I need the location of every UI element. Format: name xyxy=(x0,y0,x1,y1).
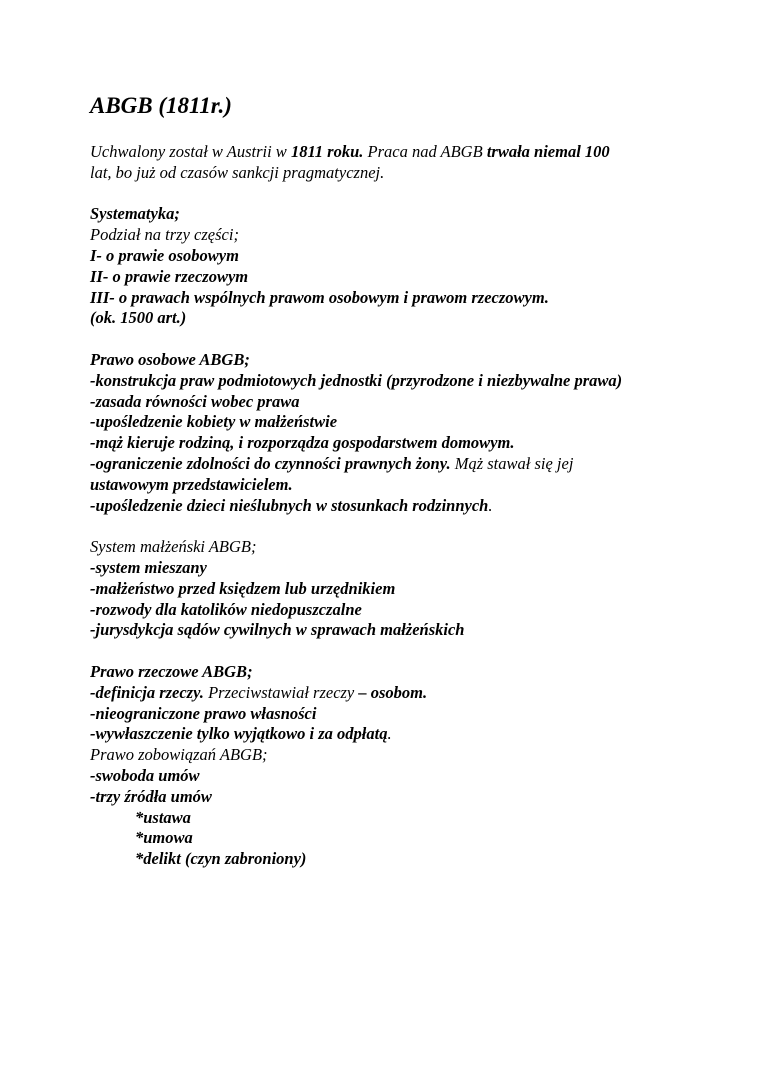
list-item-text: . xyxy=(488,495,493,515)
intro-line-1 xyxy=(90,142,730,163)
section-heading-system-malzenski: System małżeński ABGB; xyxy=(90,537,257,557)
list-item-text: – osobom. xyxy=(358,682,428,702)
list-item-text: -wywłaszczenie tylko wyjątkowo i za odpłatą xyxy=(90,724,388,744)
list-item: *umowa xyxy=(135,828,193,848)
intro-duration: trwała niemal 100 xyxy=(486,142,610,161)
list-item: -mąż kieruje rodziną, i rozporządza gospodarstwem domowym. xyxy=(90,433,515,453)
list-item: I- o prawie osobowym xyxy=(90,245,239,265)
intro-text: Praca nad ABGB xyxy=(363,142,487,161)
list-item-text: -upośledzenie dzieci nieślubnych w stosunkach rodzinnych xyxy=(90,495,489,515)
list-item: ustawowym przedstawicielem. xyxy=(90,474,293,494)
list-item: *delikt (czyn zabroniony) xyxy=(135,849,307,869)
list-item: III- o prawach wspólnych prawom osobowym i prawom rzeczowym. xyxy=(90,287,549,307)
list-item-text: Przeciwstawiał rzeczy xyxy=(203,682,359,702)
list-item: *ustawa xyxy=(135,807,191,827)
list-item-text: Mąż stawał się jej xyxy=(450,453,574,473)
systematyka-subheading: Podział na trzy części; xyxy=(90,225,239,245)
list-item xyxy=(90,496,730,517)
list-item: -system mieszany xyxy=(90,557,207,577)
list-item-text: -definicja rzeczy. xyxy=(90,682,204,702)
list-item: -zasada równości wobec prawa xyxy=(90,391,300,411)
document-title: ABGB (1811r.) xyxy=(90,93,232,118)
intro-line-2: lat, bo już od czasów sankcji pragmatycznej. xyxy=(90,162,385,182)
document-page xyxy=(90,92,730,870)
list-item xyxy=(90,724,730,745)
list-item: -rozwody dla katolików niedopuszczalne xyxy=(90,599,362,619)
section-heading-prawo-osobowe: Prawo osobowe ABGB; xyxy=(90,349,250,369)
list-item: -nieograniczone prawo własności xyxy=(90,703,317,723)
intro-year: 1811 roku. xyxy=(290,142,364,161)
section-heading-systematyka: Systematyka; xyxy=(90,204,180,224)
list-item: -upośledzenie kobiety w małżeństwie xyxy=(90,412,338,432)
list-item xyxy=(90,454,730,475)
spacer xyxy=(90,641,730,662)
spacer xyxy=(90,329,730,350)
list-item: -konstrukcja praw podmiotowych jednostki (przyrodzone i niezbywalne prawa) xyxy=(90,370,623,390)
list-item: -małżeństwo przed księdzem lub urzędnikiem xyxy=(90,578,396,598)
intro-text: Uchwalony został w Austrii w xyxy=(90,142,291,161)
list-item-text: . xyxy=(387,724,392,744)
spacer xyxy=(90,516,730,537)
list-item: -jurysdykcja sądów cywilnych w sprawach małżeńskich xyxy=(90,620,465,640)
list-item: (ok. 1500 art.) xyxy=(90,308,187,328)
spacer xyxy=(90,184,730,205)
list-item: II- o prawie rzeczowym xyxy=(90,266,249,286)
list-item-text: -ograniczenie zdolności do czynności prawnych żony. xyxy=(90,453,451,473)
list-item xyxy=(90,683,730,704)
list-item: -trzy źródła umów xyxy=(90,786,212,806)
section-heading-prawo-zobowiazan: Prawo zobowiązań ABGB; xyxy=(90,745,268,765)
section-heading-prawo-rzeczowe: Prawo rzeczowe ABGB; xyxy=(90,661,253,681)
list-item: -swoboda umów xyxy=(90,765,200,785)
